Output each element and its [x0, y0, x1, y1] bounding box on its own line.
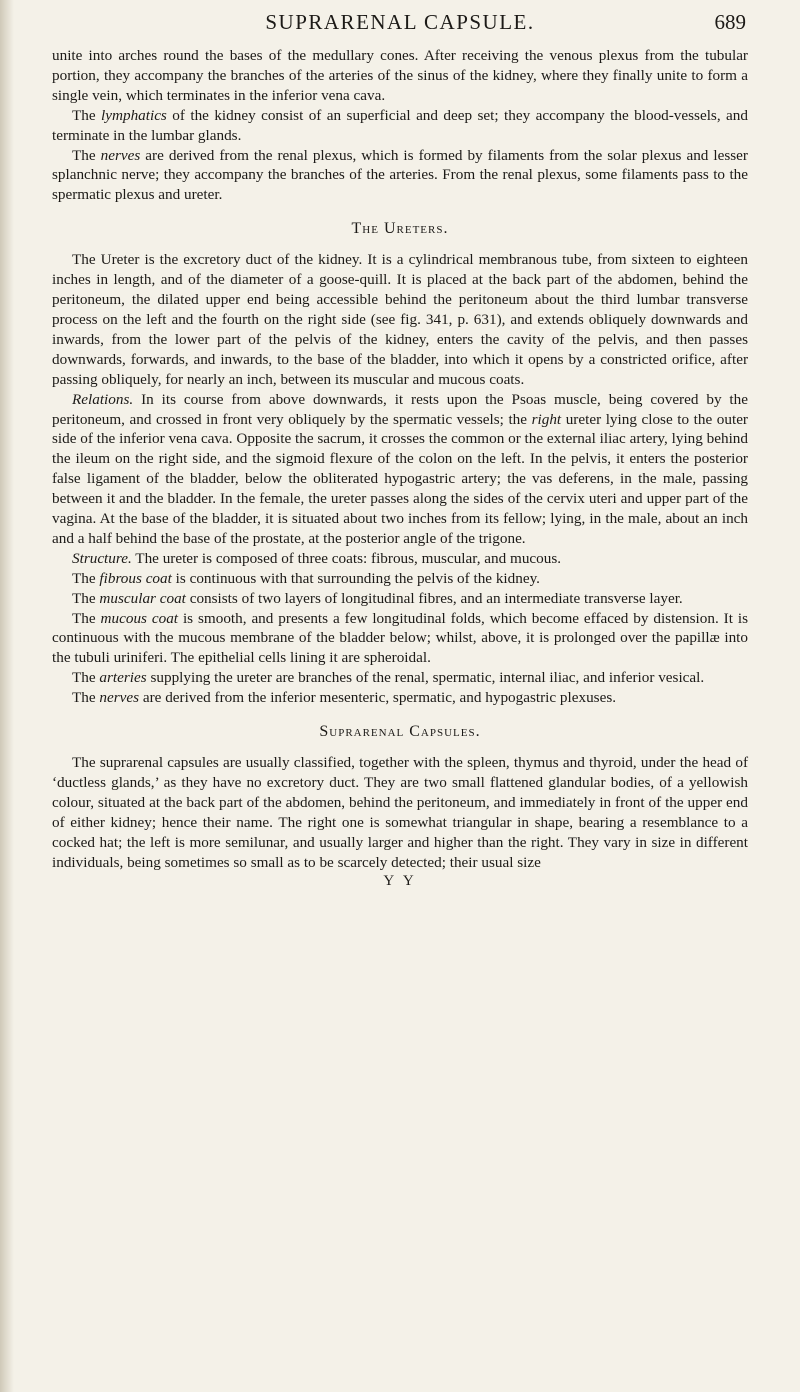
paragraph-suprarenal: The suprarenal capsules are usually classified, together with the spleen, thymus and thyroid, under the head of ‘ductless glands,’ as they have no excretory duct. They are two small flattened glandular bodies, of a yellowish colour, situated at the back part of the abdomen, behind the peritoneum, and immediately in front of the upper end of either kidney; hence their name. The right one is somewhat triangular in shape, bearing a resemblance to a cocked hat; the left is more semilunar, and usually larger and higher than the right. They vary in size in different individuals, being sometimes so small as to be scarcely detected; their usual size — [52, 754, 748, 871]
paragraph-arteries — [52, 668, 748, 688]
muscular-text: consists of two layers of longitudinal fibres, and an intermediate transverse layer. — [185, 589, 683, 607]
paragraph-fibrous-coat — [52, 569, 748, 589]
page-number: 689 — [714, 10, 746, 34]
relations-right: right — [531, 410, 562, 428]
fibrous-text: is continuous with that surrounding the pelvis of the kidney. — [171, 569, 540, 587]
paragraph-ureter-nerves — [52, 688, 748, 708]
mucous-lead: The — [72, 609, 101, 627]
mucous-text: is smooth, and presents a few longitudinal folds, which become effaced by distension. It is continuous with the mucous membrane of the bladder below; whilst, above, it is prolonged over the papillæ into the tubuli uriniferi. The epithelial cells lining it are spheroidal. — [52, 609, 748, 667]
ureter-nerves-lead: The — [72, 689, 100, 707]
structure-text: The ureter is composed of three coats: fibrous, muscular, and mucous. — [131, 549, 562, 567]
paragraph-veins: unite into arches round the bases of the medullary cones. After receiving the venous plexus from the tubular portion, they accompany the branches of the arteries of the sinus of the kidney, where they finally unite to form a single vein, which terminates in the inferior vena cava. — [52, 47, 748, 104]
paragraph-lymphatics — [52, 106, 748, 146]
arteries-term: arteries — [99, 669, 147, 687]
muscular-lead: The — [72, 589, 100, 607]
paragraph-mucous-coat — [52, 609, 748, 669]
lymphatics-lead: The — [72, 106, 102, 124]
running-head — [52, 6, 748, 46]
muscular-term: muscular coat — [99, 589, 186, 607]
heading-ureters: The Ureters. — [351, 220, 449, 238]
signature-mark: Y Y — [383, 872, 417, 889]
fibrous-lead: The — [72, 569, 100, 587]
relations-term: Relations. — [72, 390, 134, 408]
ureter-nerves-term: nerves — [99, 689, 140, 707]
heading-suprarenal-capsules: Suprarenal Capsules. — [319, 723, 481, 741]
paragraph-structure — [52, 549, 748, 569]
nerves-lead: The — [72, 146, 101, 164]
running-title: SUPRARENAL CAPSULE. — [265, 10, 535, 34]
ureter-nerves-text: are derived from the inferior mesenteric, spermatic, and hypogastric plexuses. — [139, 689, 617, 707]
nerves-text: are derived from the renal plexus, which is formed by filaments from the solar plexus and lesser splanchnic nerve; they accompany the branches of the arteries. From the renal plexus, some filaments pass to the spermatic plexus and ureter. — [52, 146, 748, 204]
relations-text-a: In its course from above downwards, it rests upon the Psoas muscle, being covered by the peritoneum, and crossed in front very obliquely by the spermatic vessels; the — [52, 390, 748, 428]
lymphatics-term: lymphatics — [101, 106, 167, 124]
paragraph-nerves — [52, 146, 748, 206]
fibrous-term: fibrous coat — [99, 569, 172, 587]
lymphatics-text: of the kidney consist of an superficial and deep set; they accompany the blood-vessels, and terminate in the lumbar glands. — [52, 106, 748, 144]
paragraph-muscular-coat — [52, 589, 748, 609]
arteries-text: supplying the ureter are branches of the renal, spermatic, internal iliac, and inferior vesical. — [146, 669, 705, 687]
arteries-lead: The — [72, 669, 100, 687]
relations-text-b: ureter lying close to the outer side of the inferior vena cava. Opposite the sacrum, it crosses the common or the external iliac artery, lying behind the ileum on the right side, and the sigmoid flexure of the colon on the left. In the pelvis, it enters the posterior false ligament of the bladder, below the obliterated hypogastric artery; the vas deferens, in the male, passing between it and the bladder. In the female, the ureter passes along the sides of the cervix uteri and upper part of the vagina. At the base of the bladder, it is situated about two inches from its fellow; lying, in the male, about an inch and a half behind the base of the prostate, at the posterior angle of the trigone. — [52, 410, 748, 547]
paragraph-relations — [52, 390, 748, 549]
paragraph-ureter-intro: The Ureter is the excretory duct of the kidney. It is a cylindrical membranous tube, from sixteen to eighteen inches in length, and of the diameter of a goose-quill. It is placed at the back part of the abdomen, behind the peritoneum, the dilated upper end being accessible behind the peritoneum about the third lumbar transverse process on the left and the fourth on the right side (see fig. 341, p. 631), and extends obliquely downwards and inwards, from the lower part of the pelvis of the kidney, enters the cavity of the pelvis, and then passes downwards, forwards, and inwards, to the base of the bladder, into which it opens by a constricted orifice, after passing obliquely, for nearly an inch, between its muscular and mucous coats. — [52, 251, 748, 388]
structure-term: Structure. — [72, 549, 132, 567]
mucous-term: mucous coat — [100, 609, 179, 627]
nerves-term: nerves — [100, 146, 141, 164]
